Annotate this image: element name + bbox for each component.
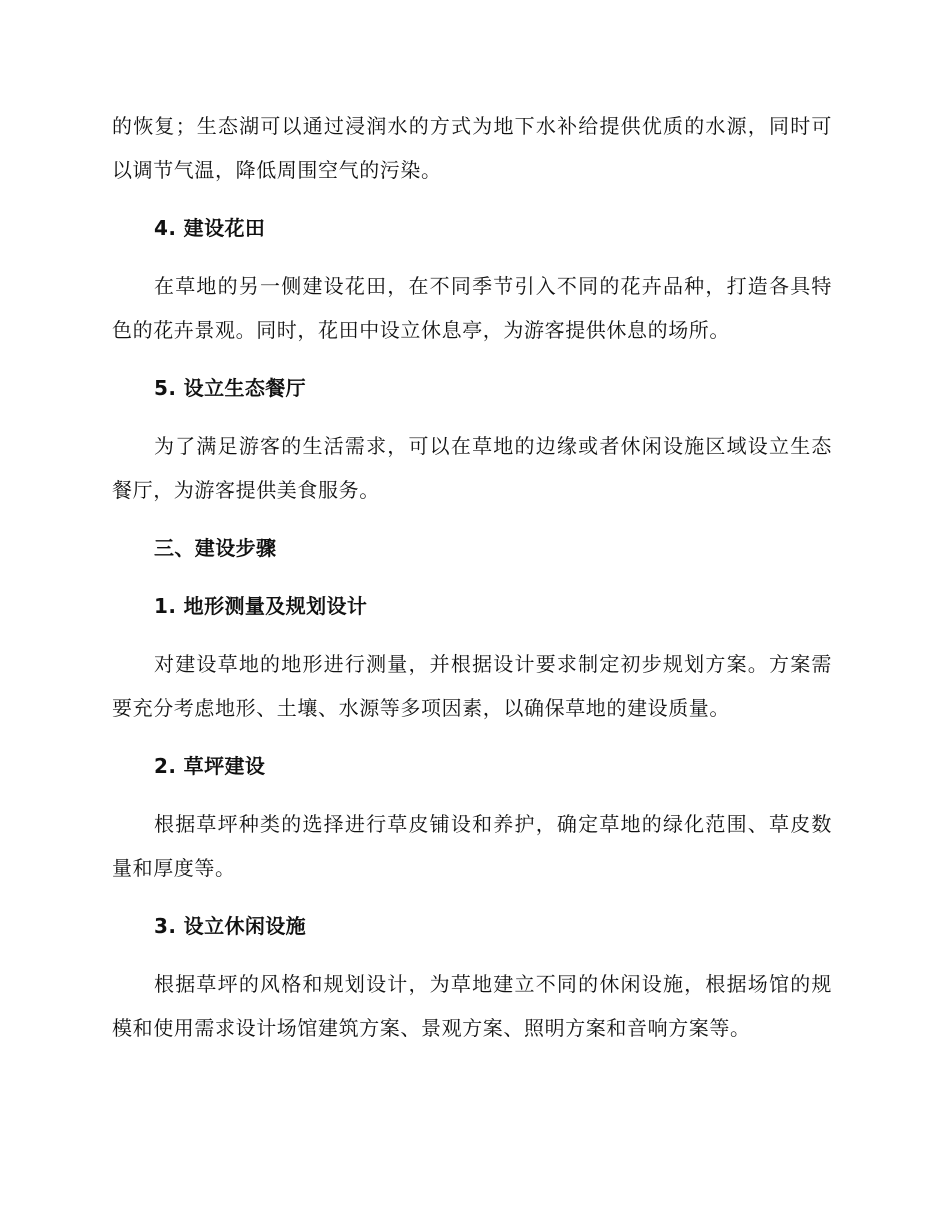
paragraph-leisure-facilities: 根据草坪的风格和规划设计，为草地建立不同的休闲设施，根据场馆的规模和使用需求设计场馆建筑方案、景观方案、照明方案和音响方案等。: [112, 972, 832, 1040]
paragraph-eco-restaurant: 为了满足游客的生活需求，可以在草地的边缘或者休闲设施区域设立生态餐厅，为游客提供美食服务。: [112, 434, 832, 502]
document-page: [112, 104, 832, 1064]
paragraph-lawn-construction: 根据草坪种类的选择进行草皮铺设和养护，确定草地的绿化范围、草皮数量和厚度等。: [112, 812, 832, 880]
heading-terrain-survey: 1. 地形测量及规划设计: [154, 594, 368, 618]
paragraph-terrain-survey: 对建设草地的地形进行测量，并根据设计要求制定初步规划方案。方案需要充分考虑地形、土壤、水源等多项因素，以确保草地的建设质量。: [112, 652, 832, 720]
paragraph-flower-field: 在草地的另一侧建设花田，在不同季节引入不同的花卉品种，打造各具特色的花卉景观。同时，花田中设立休息亭，为游客提供休息的场所。: [112, 274, 832, 342]
heading-eco-restaurant: 5. 设立生态餐厅: [154, 376, 307, 400]
heading-build-flower-field: 4. 建设花田: [154, 216, 266, 240]
heading-leisure-facilities: 3. 设立休闲设施: [154, 914, 307, 938]
heading-construction-steps: 三、建设步骤: [154, 536, 277, 560]
paragraph-continued: 的恢复；生态湖可以通过浸润水的方式为地下水补给提供优质的水源，同时可以调节气温，降低周围空气的污染。: [112, 114, 832, 182]
heading-lawn-construction: 2. 草坪建设: [154, 754, 266, 778]
